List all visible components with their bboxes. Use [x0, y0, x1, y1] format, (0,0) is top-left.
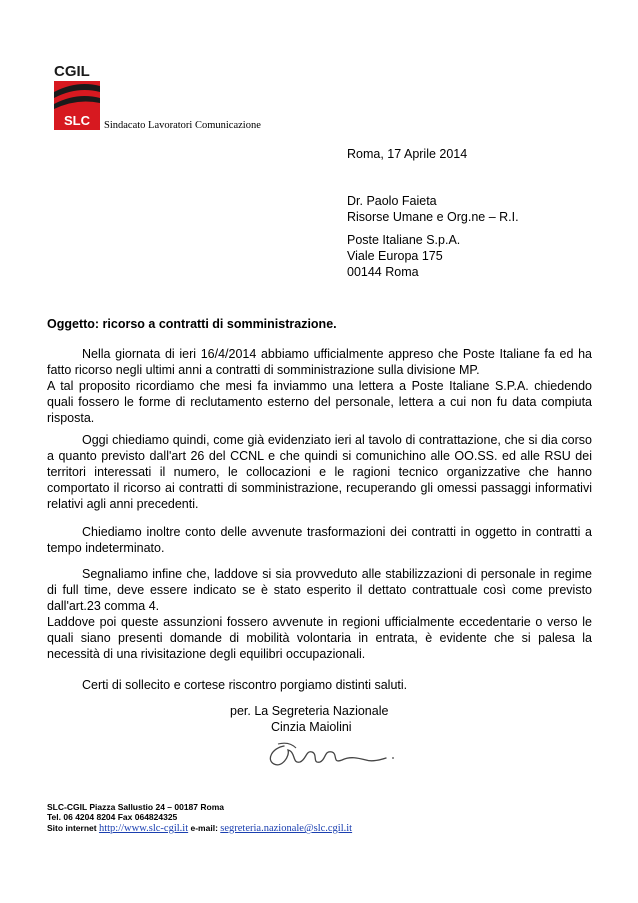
body-section-4: [47, 566, 592, 662]
paragraph: Segnaliamo infine che, laddove si sia provveduto alle stabilizzazioni di personale in regime di full time, deve essere indicato se è stato esperito il dettato contrattuale così come previsto dall'art.23 comma 4.: [47, 567, 592, 613]
footer-web: [47, 823, 352, 834]
closing-line: Certi di sollecito e cortese riscontro porgiamo distinti saluti.: [82, 678, 408, 692]
logo-slc-text: SLC: [64, 113, 90, 128]
signatory-name: Cinzia Maiolini: [271, 720, 352, 734]
paragraph: Oggi chiediamo quindi, come già evidenziato ieri al tavolo di contrattazione, che si dia corso a quanto previsto dall'art 26 del CCNL e che quindi si comunichino alle OO.SS. ed alle RSU dei territori interessati il numero, le collocazioni e le ragioni tecnico organizzative che hanno comportato il ricorso ai contratti di somministrazione, recuperando gli omessi passaggi informativi relativi agli anni precedenti.: [47, 433, 592, 511]
body-section-2: [47, 432, 592, 512]
body-section-1: [47, 346, 592, 426]
email-label: e-mail:: [190, 823, 218, 833]
recipient-name: Dr. Paolo Faieta: [347, 194, 437, 208]
footer-phone: Tel. 06 4204 8204 Fax 064824325: [47, 812, 178, 822]
recipient-company: Poste Italiane S.p.A.: [347, 233, 461, 247]
cgil-slc-logo: [52, 62, 102, 132]
recipient-role: Risorse Umane e Org.ne – R.I.: [347, 210, 519, 224]
recipient-block: [347, 193, 519, 225]
handwritten-signature: [262, 738, 402, 772]
site-link[interactable]: http://www.slc-cgil.it: [98, 823, 189, 834]
recipient-city: 00144 Roma: [347, 265, 419, 279]
letter-date: Roma, 17 Aprile 2014: [347, 147, 468, 161]
footer-address: SLC-CGIL Piazza Sallustio 24 – 00187 Roma: [47, 802, 224, 812]
site-label: Sito internet: [47, 823, 97, 833]
email-link[interactable]: segreteria.nazionale@slc.cgil.it: [220, 823, 353, 834]
recipient-street: Viale Europa 175: [347, 249, 443, 263]
signatory-title: per. La Segreteria Nazionale: [230, 704, 389, 718]
paragraph: Laddove poi queste assunzioni fossero avvenute in regioni ufficialmente eccedentarie o verso le quali siano presenti domande di mobilità volontaria in entrata, è evidente che si palesa la necessità di una rivisitazione degli equilibri occupazionali.: [47, 615, 592, 661]
recipient-address: [347, 232, 460, 280]
logo-cgil-text: CGIL: [54, 63, 90, 80]
paragraph: Chiediamo inoltre conto delle avvenute trasformazioni dei contratti in oggetto in contratti a tempo indeterminato.: [47, 525, 592, 555]
union-name: Sindacato Lavoratori Comunicazione: [104, 120, 261, 131]
paragraph: Nella giornata di ieri 16/4/2014 abbiamo ufficialmente appreso che Poste Italiane fa ed ha fatto ricorso negli ultimi anni a contratti di somministrazione sulla divisione MP.: [47, 347, 592, 377]
paragraph: A tal proposito ricordiamo che mesi fa inviammo una lettera a Poste Italiane S.P.A. chiedendo quali fossero le forme di reclutamento esterno del personale, lettera a cui non fu data compiuta risposta.: [47, 379, 592, 425]
body-section-3: [47, 524, 592, 556]
subject-line: Oggetto: ricorso a contratti di somministrazione.: [47, 317, 337, 331]
